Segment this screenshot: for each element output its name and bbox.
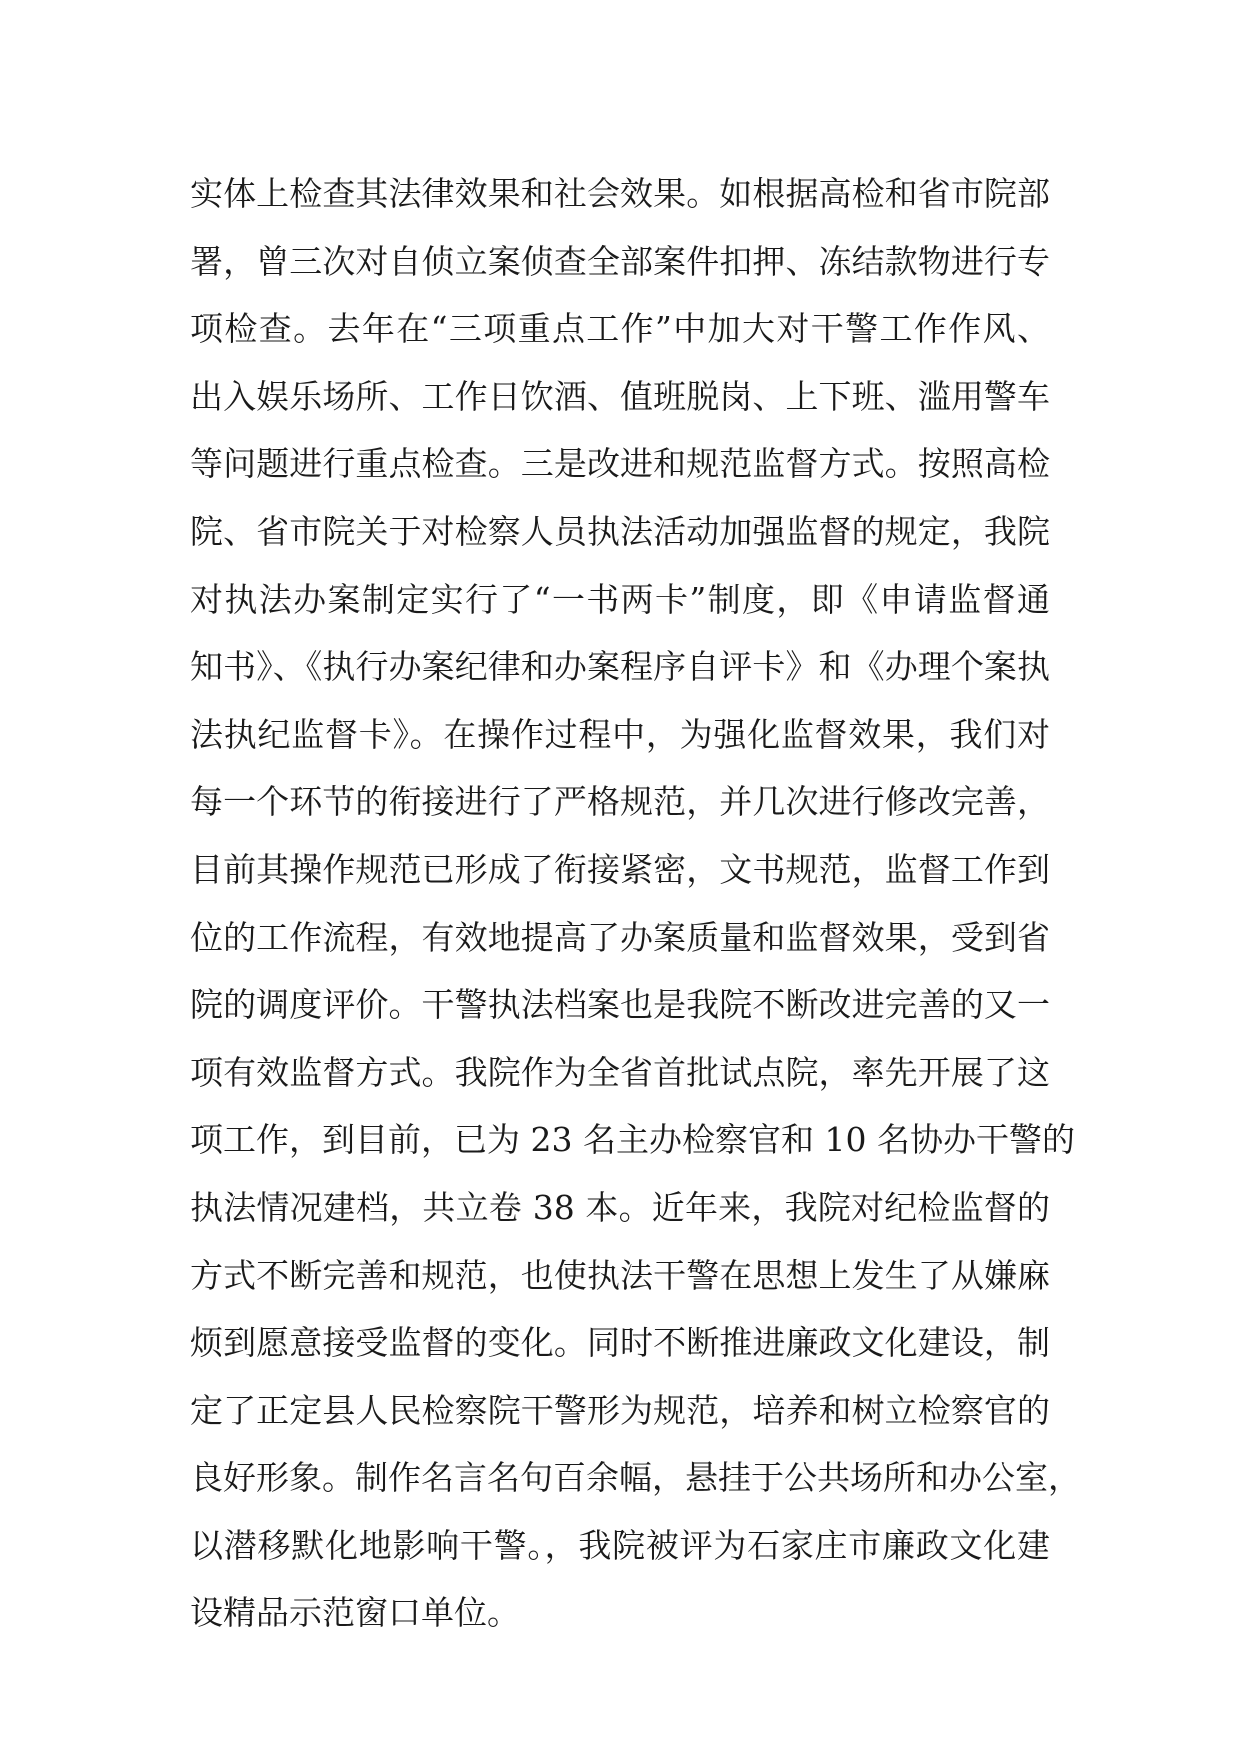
text-line: 等问题进行重点检查。三是改进和规范监督方式。按照高检: [190, 444, 1050, 484]
text-line: 法执纪监督卡》。在操作过程中，为强化监督效果，我们对: [190, 714, 1050, 754]
body-paragraph: [190, 160, 1081, 1647]
text-line: 项工作，到目前，已为 23 名主办检察官和 10 名协办干警的: [190, 1120, 1075, 1160]
text-line: 出入娱乐场所、工作日饮酒、值班脱岗、上下班、滥用警车: [190, 376, 1050, 416]
text-line: 院的调度评价。干警执法档案也是我院不断改进完善的又一: [190, 985, 1050, 1025]
text-line: 以潜移默化地影响干警。，我院被评为石家庄市廉政文化建: [190, 1525, 1050, 1565]
text-line: 执法情况建档，共立卷 38 本。近年来，我院对纪检监督的: [190, 1187, 1050, 1227]
text-line: 对执法办案制定实行了“一书两卡”制度，即《申请监督通: [190, 579, 1050, 619]
text-line: 设精品示范窗口单位。: [190, 1593, 520, 1633]
text-line: 良好形象。制作名言名句百余幅，悬挂于公共场所和办公室，: [190, 1458, 1081, 1498]
text-line: 知书》、《执行办案纪律和办案程序自评卡》和《办理个案执: [190, 647, 1050, 687]
text-line: 方式不断完善和规范，也使执法干警在思想上发生了从嫌麻: [190, 1255, 1050, 1295]
text-line: 署，曾三次对自侦立案侦查全部案件扣押、冻结款物进行专: [190, 241, 1050, 281]
text-line: 院、省市院关于对检察人员执法活动加强监督的规定，我院: [190, 511, 1050, 551]
text-line: 项检查。去年在“三项重点工作”中加大对干警工作作风、: [190, 309, 1050, 349]
text-line: 实体上检查其法律效果和社会效果。如根据高检和省市院部: [190, 174, 1050, 213]
text-line: 目前其操作规范已形成了衔接紧密，文书规范，监督工作到: [190, 849, 1050, 889]
text-line: 每一个环节的衔接进行了严格规范，并几次进行修改完善，: [190, 782, 1050, 822]
text-line: 烦到愿意接受监督的变化。同时不断推进廉政文化建设，制: [190, 1323, 1050, 1363]
text-line: 定了正定县人民检察院干警形为规范，培养和树立检察官的: [190, 1390, 1050, 1430]
text-line: 项有效监督方式。我院作为全省首批试点院，率先开展了这: [190, 1052, 1050, 1092]
text-line: 位的工作流程，有效地提高了办案质量和监督效果，受到省: [190, 917, 1050, 957]
